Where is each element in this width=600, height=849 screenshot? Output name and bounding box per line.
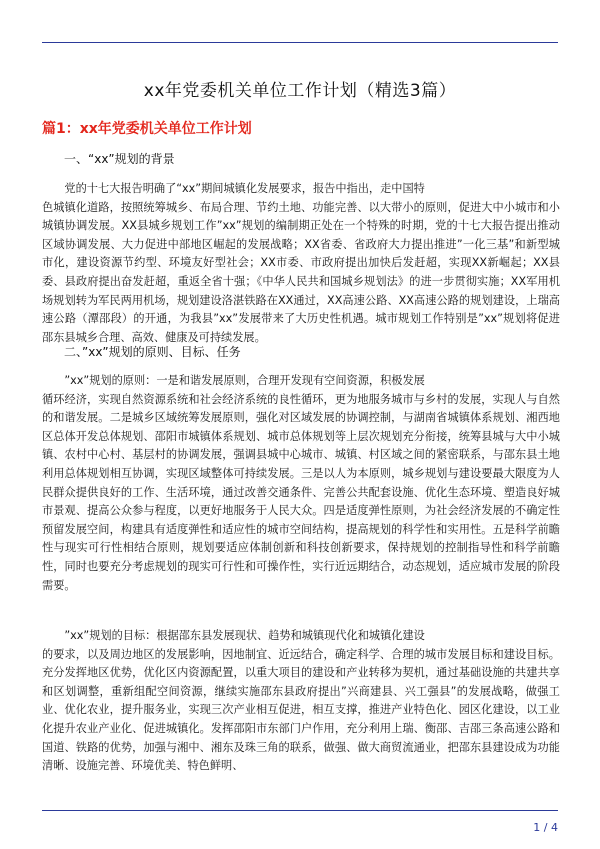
footer-rule — [42, 810, 558, 811]
paragraph-principles: ”xx”规划的原则：一是和谐发展原则，合理开发现有空间资源，积极发展 循环经济，实现自然资源系统和社会经济系统的良性循环，更为地服务城市与乡村的发展，实现人与自然的和谐发展。二是城乡区域统筹发展原则，强化对区域发展的协调控制，与湖南省城镇体系规划、湘西地区总体开发总体规划、邵阳市城镇体系规划、城市总体规划等上层次规划充分衔接，统筹县城与大中小城镇、农村中心村、基层村的协调发展，强调县城中心城市、城镇、村区域之间的紧密联系，与邵东县土地利用总体规划相互协调，实现区域整体可持续发展。三是以人为本原则，城乡规划与建设要最大限度为人民群众提供良好的工作、生活环境，通过改善交通条件、完善公共配套设施、优化生态环境、塑造良好城市景观、提高公众参与程度，以更好地服务于人民大众。四是适度弹性原则，为社会经济发展的不确定性预留发展空间，构建具有适度弹性和适应性的城市空间结构，提高规划的科学性和实用性。五是科学前瞻性与现实可行性相结合原则，规划要适应体制创新和科技创新要求，保持规划的控制指导性和科学前瞻性，同时也要充分考虑规划的现实可行性和可操作性，实行近远期结合，动态规划，适应城市发展的阶段需要。 — [42, 374, 560, 592]
header-rule — [42, 42, 558, 43]
page-number: 1 / 4 — [533, 821, 558, 834]
heading-principles: 二、”xx”规划的原则、目标、任务 — [64, 345, 241, 359]
paragraph-goals: ”xx”规划的目标：根据邵东县发展现状、趋势和城镇现代化和城镇化建设 的要求，以及周边地区的发展影响，因地制宜、近远结合，确定科学、合理的城市发展目标和建设目标。充分发挥地区优势，优化区内资源配置，以重大项目的建设和产业转移为契机，通过基础设施的共建共享和区划调整，重新组配空间资源，继续实施邵东县政府提出”兴商建县、兴工强县”的发展战略，做强工业、优化农业，提升服务业，实现三次产业相互促进，相互支撑，推进产业特色化、园区化建设，以工业化提升农业产业化、促进城镇化。发挥邵阳市东部门户作用，充分利用上瑞、衡邵、吉邵三条高速公路和国道、铁路的优势，加强与湘中、湘东及珠三角的联系，做强、做大商贸流通业，把邵东县建设成为功能清晰、设施完善、环境优美、特色鲜明、 — [42, 629, 560, 773]
section-title: 篇1：xx年党委机关单位工作计划 — [42, 121, 252, 137]
paragraph-background: 党的十七大报告明确了“xx”期间城镇化发展要求，报告中指出，走中国特 色城镇化道路，按照统筹城乡、布局合理、节约土地、功能完善、以大带小的原则，促进大中小城市和小城镇协调发展。XX县城乡规划工作”xx”规划的编制期正处在一个特殊的时期，党的十七大报告提出推动区域协调发展、大力促进中部地区崛起的发展战略；XX省委、省政府大力提出推进”一化三基”和新型城市化，建设资源节约型、环境友好型社会；XX市委、市政府提出加快后发赶超，实现XX新崛起；XX县委、县政府提出奋发赶超，重返全省十强；《中华人民共和国城乡规划法》的进一步贯彻实施；XX军用机场规划转为军民两用机场，规划建设洛湛铁路在XX通过，XX高速公路、XX高速公路的规划建设，上瑞高速公路（潭邵段）的开通，为我县”xx”发展带来了大历史性机遇。城市规划工作特别是”xx”规划将促进邵东县城乡合理、高效、健康及可持续发展。 — [42, 182, 560, 344]
document-title: xx年党委机关单位工作计划（精选3篇） — [143, 81, 457, 101]
heading-background: 一、“xx”规划的背景 — [64, 152, 175, 166]
